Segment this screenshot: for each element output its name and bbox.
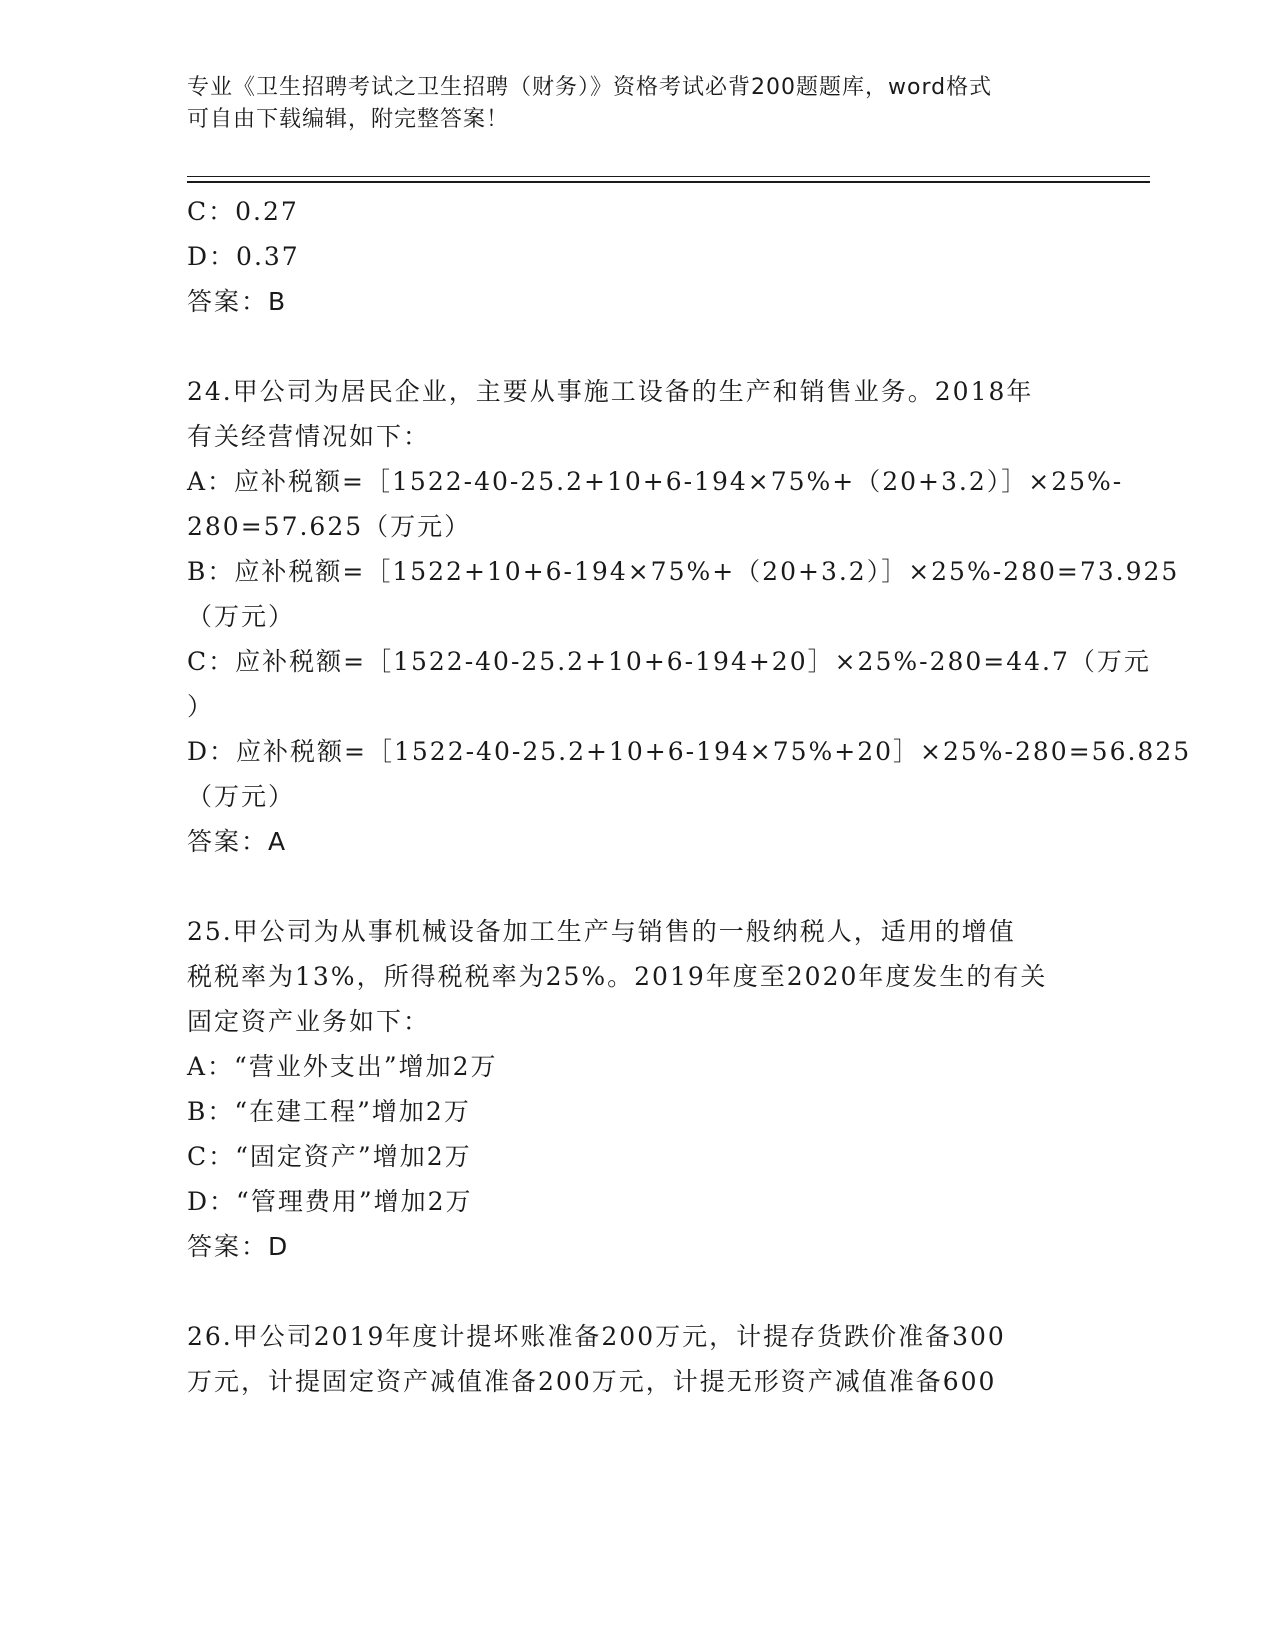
q24-option-a-line-2: 280=57.625（万元） [187, 512, 472, 541]
spacer [187, 1269, 1087, 1314]
header-divider-thin [187, 176, 1150, 177]
prev-option-d: D：0.37 [187, 242, 300, 271]
spacer [187, 864, 1087, 909]
q25-stem-line-3: 固定资产业务如下： [187, 1007, 431, 1036]
q25-option-c: C：“固定资产”增加2万 [187, 1142, 472, 1171]
q24-option-c-line-1: C：应补税额=［1522-40-25.2+10+6-194+20］×25%-280=44.7（万元 [187, 647, 1151, 676]
q24-option-d-line-1: D：应补税额=［1522-40-25.2+10+6-194×75%+20］×25%-280=56.825 [187, 737, 1192, 766]
q26-stem-line-1: 26.甲公司2019年度计提坏账准备200万元，计提存货跌价准备300 [187, 1322, 1006, 1351]
q24-answer: 答案：A [187, 827, 288, 856]
q26-stem-line-2: 万元，计提固定资产减值准备200万元，计提无形资产减值准备600 [187, 1367, 997, 1396]
q24-option-b-line-2: （万元） [187, 602, 296, 631]
q24-stem-line-1: 24.甲公司为居民企业，主要从事施工设备的生产和销售业务。2018年 [187, 377, 1034, 406]
q24-stem-line-2: 有关经营情况如下： [187, 422, 431, 451]
q24-option-b-line-1: B：应补税额=［1522+10+6-194×75%+（20+3.2）］×25%-280=73.925 [187, 557, 1180, 586]
question-content [187, 189, 1192, 1404]
header-line-1: 专业《卫生招聘考试之卫生招聘（财务）》资格考试必背200题题库，word格式 [187, 75, 993, 100]
header-divider-thick [187, 181, 1150, 183]
prev-option-c: C：0.27 [187, 197, 299, 226]
q24-option-a-line-1: A：应补税额=［1522-40-25.2+10+6-194×75%+（20+3.2）］×25%- [187, 467, 1124, 496]
q24-option-d-line-2: （万元） [187, 782, 296, 811]
q25-answer: 答案：D [187, 1232, 290, 1261]
q25-option-b: B：“在建工程”增加2万 [187, 1097, 471, 1126]
q25-stem-line-2: 税税率为13%，所得税税率为25%。2019年度至2020年度发生的有关 [187, 962, 1048, 991]
q25-option-d: D：“管理费用”增加2万 [187, 1187, 473, 1216]
q25-option-a: A：“营业外支出”增加2万 [187, 1052, 498, 1081]
header-line-2: 可自由下载编辑，附完整答案！ [187, 107, 510, 132]
prev-answer: 答案：B [187, 287, 288, 316]
q25-stem-line-1: 25.甲公司为从事机械设备加工生产与销售的一般纳税人，适用的增值 [187, 917, 1016, 946]
q24-option-c-line-2: ） [187, 692, 215, 721]
spacer [187, 324, 1087, 369]
document-header [187, 72, 1067, 136]
